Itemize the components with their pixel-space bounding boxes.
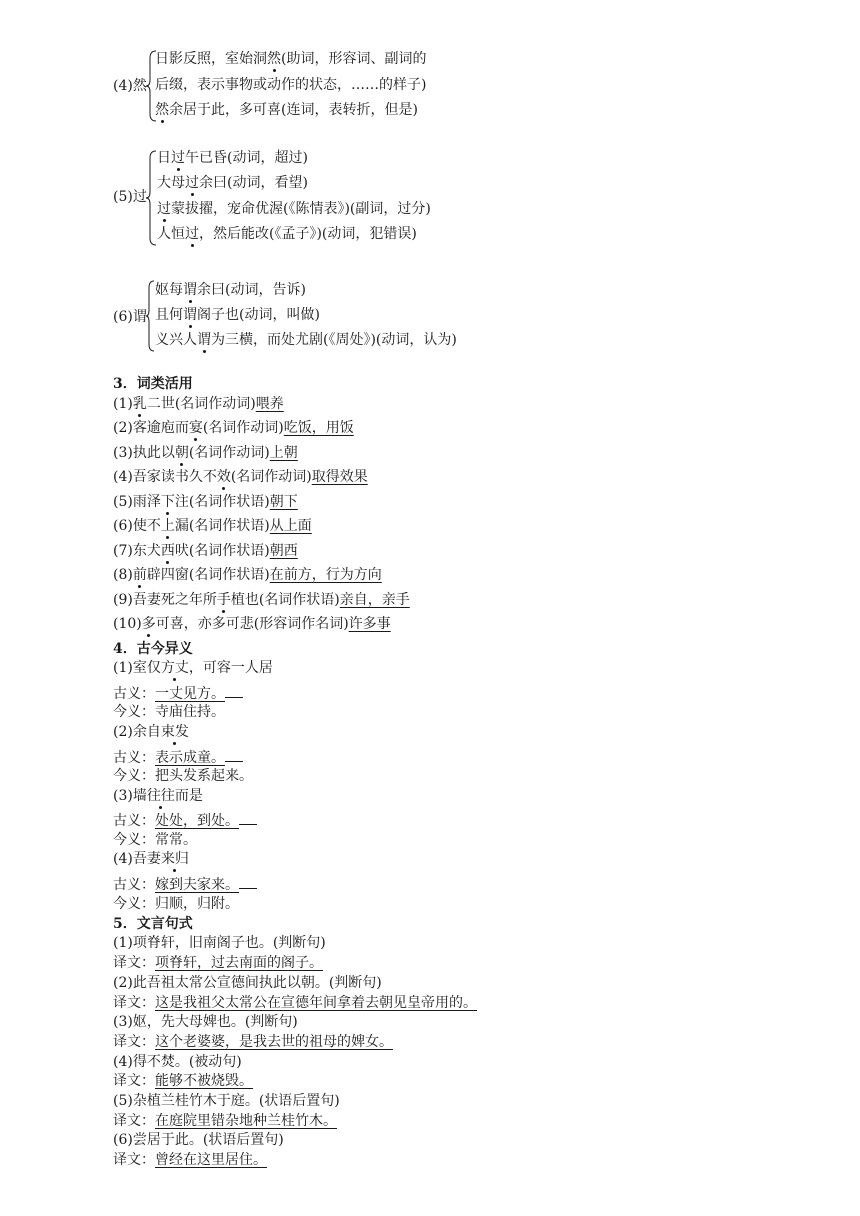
list-item: (2)余自束发 xyxy=(113,724,189,740)
group-label: (5)过 xyxy=(113,189,147,205)
list-item: (8)前辟四窗(名词作状语)在前方，行为方向 xyxy=(113,567,382,583)
jin-yi-line: 今义：把头发系起来。 xyxy=(113,768,253,784)
list-item: (10)多可喜，亦多可悲(形容词作名词)许多事 xyxy=(113,616,391,632)
translation-line: 译文：这个老婆婆，是我去世的祖母的婢女。 xyxy=(113,1034,393,1050)
gu-yi-line: 古义：一丈见方。 xyxy=(113,685,243,702)
list-item: (1)乳二世(名词作动词)喂养 xyxy=(113,396,284,412)
group-label: (4)然 xyxy=(113,78,147,94)
group-label: (6)谓 xyxy=(113,309,147,325)
brace-icon xyxy=(145,150,157,246)
sentence-item: (2)此吾祖太常公宣德间执此以朝。(判断句) xyxy=(113,975,382,991)
group-line: 人恒过，然后能改(《孟子》)(动词，犯错误) xyxy=(157,226,417,242)
jin-yi-line: 今义：常常。 xyxy=(113,832,197,848)
jin-yi-line: 今义：归顺，归附。 xyxy=(113,896,239,912)
gu-yi-line: 古义：表示成童。 xyxy=(113,749,243,766)
list-item: (5)雨泽下注(名词作状语)朝下 xyxy=(113,494,298,510)
section-heading: 4．古今异义 xyxy=(113,641,193,657)
sentence-item: (1)项脊轩，旧南阁子也。(判断句) xyxy=(113,935,326,951)
list-item: (4)吾家读书久不效(名词作动词)取得效果 xyxy=(113,469,368,485)
gu-yi-line: 古义：嫁到夫家来。 xyxy=(113,876,257,893)
translation-line: 译文：这是我祖父太常公在宣德年间拿着去朝见皇帝用的。 xyxy=(113,995,477,1011)
section-heading: 5．文言句式 xyxy=(113,916,193,932)
group-line: 日影反照，室始洞然(助词，形容词、副词的 xyxy=(155,51,427,67)
group-line: 妪每谓余曰(动词，告诉) xyxy=(155,282,306,298)
list-item: (2)客逾庖而宴(名词作动词)吃饭，用饭 xyxy=(113,420,354,436)
sentence-item: (5)杂植兰桂竹木于庭。(状语后置句) xyxy=(113,1093,340,1109)
group-line: 然余居于此，多可喜(连词，表转折，但是) xyxy=(155,102,418,118)
list-item: (9)吾妻死之年所手植也(名词作状语)亲自，亲手 xyxy=(113,592,410,608)
translation-line: 译文：能够不被烧毁。 xyxy=(113,1073,253,1089)
list-item: (4)吾妻来归 xyxy=(113,851,189,867)
list-item: (6)使不上漏(名词作状语)从上面 xyxy=(113,518,312,534)
sentence-item: (6)尝居于此。(状语后置句) xyxy=(113,1132,284,1148)
list-item: (3)墙往往而是 xyxy=(113,788,203,804)
jin-yi-line: 今义：寺庙住持。 xyxy=(113,704,225,720)
list-item: (7)东犬西吠(名词作状语)朝西 xyxy=(113,543,298,559)
group-line: 义兴人谓为三横，而处尤剧(《周处》)(动词，认为) xyxy=(155,332,457,348)
translation-line: 译文：在庭院里错杂地种兰桂竹木。 xyxy=(113,1113,337,1129)
group-line: 过蒙拔擢，宠命优渥(《陈情表》)(副词，过分) xyxy=(157,201,431,217)
gu-yi-line: 古义：处处，到处。 xyxy=(113,812,257,829)
list-item: (3)执此以朝(名词作动词)上朝 xyxy=(113,445,298,461)
sentence-item: (3)妪，先大母婢也。(判断句) xyxy=(113,1014,298,1030)
group-line: 大母过余曰(动词，看望) xyxy=(157,175,308,191)
group-line: 日过午已昏(动词，超过) xyxy=(157,150,308,166)
translation-line: 译文：项脊轩，过去南面的阁子。 xyxy=(113,955,323,971)
section-heading: 3．词类活用 xyxy=(113,376,193,392)
sentence-item: (4)得不焚。(被动句) xyxy=(113,1054,242,1070)
translation-line: 译文：曾经在这里居住。 xyxy=(113,1152,267,1168)
group-line: 且何谓阁子也(动词，叫做) xyxy=(155,307,320,323)
list-item: (1)室仅方丈，可容一人居 xyxy=(113,660,273,676)
group-line: 后缀，表示事物或动作的状态，……的样子) xyxy=(155,77,427,93)
brace-icon xyxy=(145,280,155,352)
